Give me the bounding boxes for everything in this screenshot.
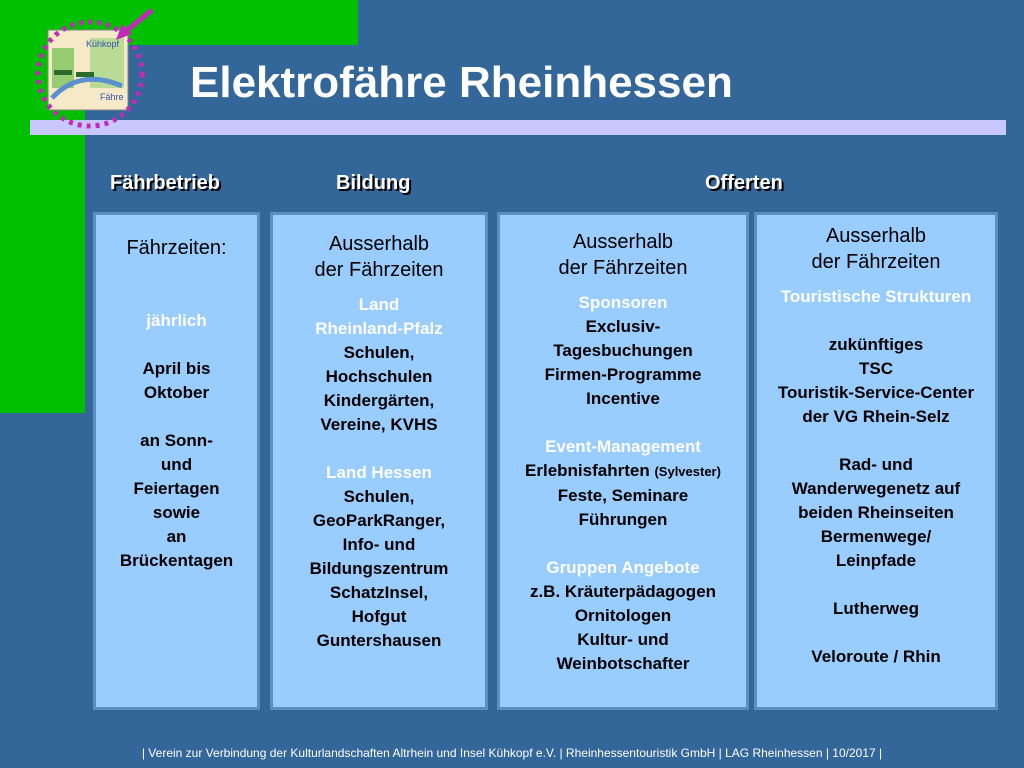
box2-line: Land bbox=[358, 295, 400, 314]
box3-line: Firmen-Programme bbox=[544, 365, 702, 384]
footer-credits: | Verein zur Verbindung der Kulturlandschaften Altrhein und Insel Kühkopf e.V. | Rheinhessentouristik GmbH | LAG Rheinhessen | 10/2017 | bbox=[141, 746, 883, 760]
box4-line: Leinpfade bbox=[835, 551, 917, 570]
box3-line: Feste, Seminare bbox=[557, 486, 689, 505]
box-offerten-2 bbox=[754, 212, 998, 710]
box4-line: zukünftiges bbox=[828, 335, 924, 354]
box2-line: Hochschulen bbox=[325, 367, 433, 386]
box1-line: Brückentagen bbox=[119, 551, 234, 570]
box1-line: an Sonn- bbox=[140, 431, 213, 450]
box3-line: Ornitologen bbox=[574, 606, 672, 625]
box3-line: Weinbotschafter bbox=[556, 654, 690, 673]
box1-heading: Fährzeiten: bbox=[126, 237, 227, 259]
kuehkopf-faehre-logo bbox=[30, 8, 158, 134]
box1-line: an bbox=[166, 527, 187, 546]
box3-heading: Ausserhalb bbox=[572, 231, 674, 253]
box2-line: Vereine, KVHS bbox=[320, 415, 438, 434]
box3-line: Incentive bbox=[586, 389, 660, 408]
box1-line: Oktober bbox=[143, 383, 210, 402]
box3-line-note: (Sylvester) bbox=[654, 464, 721, 479]
box3-heading: der Fährzeiten bbox=[558, 257, 688, 279]
column-heading-offerten: Offerten bbox=[705, 172, 783, 194]
box3-line: Event-Management bbox=[545, 437, 701, 456]
box3-line: Tagesbuchungen bbox=[553, 341, 693, 360]
box4-heading: Ausserhalb bbox=[825, 225, 927, 247]
box1-line: und bbox=[160, 455, 193, 474]
box1-line: jährlich bbox=[146, 311, 207, 330]
box3-line: Kultur- und bbox=[577, 630, 669, 649]
box3-line-main: Erlebnisfahrten bbox=[525, 461, 650, 480]
box2-line: Schulen, bbox=[343, 487, 415, 506]
box4-line: Bermenwege/ bbox=[820, 527, 932, 546]
box2-line: Land Hessen bbox=[326, 463, 432, 482]
box3-line: z.B. Kräuterpädagogen bbox=[529, 582, 717, 601]
box3-line: Gruppen Angebote bbox=[546, 558, 700, 577]
column-heading-bildung: Bildung bbox=[336, 172, 411, 194]
box2-line: GeoParkRanger, bbox=[312, 511, 446, 530]
box1-line: April bis bbox=[142, 359, 211, 378]
box2-line: Hofgut bbox=[351, 607, 407, 626]
box2-line: Rheinland-Pfalz bbox=[315, 319, 443, 338]
column-heading-faehrbetrieb: Fährbetrieb bbox=[110, 172, 221, 194]
box2-line: Kindergärten, bbox=[323, 391, 435, 410]
box2-line: Bildungszentrum bbox=[309, 559, 449, 578]
box-offerten-1 bbox=[497, 212, 749, 710]
box4-line: Rad- und bbox=[839, 455, 913, 474]
box4-line: Touristische Strukturen bbox=[780, 287, 972, 306]
box4-line: der VG Rhein-Selz bbox=[802, 407, 950, 426]
box4-line: beiden Rheinseiten bbox=[798, 503, 954, 522]
box1-line: sowie bbox=[152, 503, 201, 522]
box3-line: Sponsoren bbox=[578, 293, 668, 312]
box1-line: Feiertagen bbox=[133, 479, 220, 498]
box2-line: SchatzInsel, bbox=[329, 583, 429, 602]
box2-line: Schulen, bbox=[343, 343, 415, 362]
box4-line: Wanderwegenetz auf bbox=[791, 479, 961, 498]
box2-line: Guntershausen bbox=[316, 631, 442, 650]
box-faehrbetrieb bbox=[93, 212, 260, 710]
page-title: Elektrofähre Rheinhessen bbox=[190, 58, 733, 107]
logo-bottom-text: Fähre bbox=[100, 92, 124, 102]
box4-line: TSC bbox=[859, 359, 893, 378]
box-bildung bbox=[270, 212, 488, 710]
title-underline-bar bbox=[30, 120, 1006, 135]
box4-line: Touristik-Service-Center bbox=[777, 383, 975, 402]
box2-line: Info- und bbox=[342, 535, 416, 554]
box3-line: Exclusiv- bbox=[585, 317, 661, 336]
box4-line: Lutherweg bbox=[833, 599, 919, 618]
box4-line: Veloroute / Rhin bbox=[811, 647, 941, 666]
box4-heading: der Fährzeiten bbox=[811, 251, 941, 273]
box3-line bbox=[500, 459, 746, 484]
box2-heading: der Fährzeiten bbox=[314, 259, 444, 281]
box3-line: Führungen bbox=[578, 510, 668, 529]
box2-heading: Ausserhalb bbox=[328, 233, 430, 255]
logo-top-text: Kühkopf bbox=[86, 39, 120, 49]
